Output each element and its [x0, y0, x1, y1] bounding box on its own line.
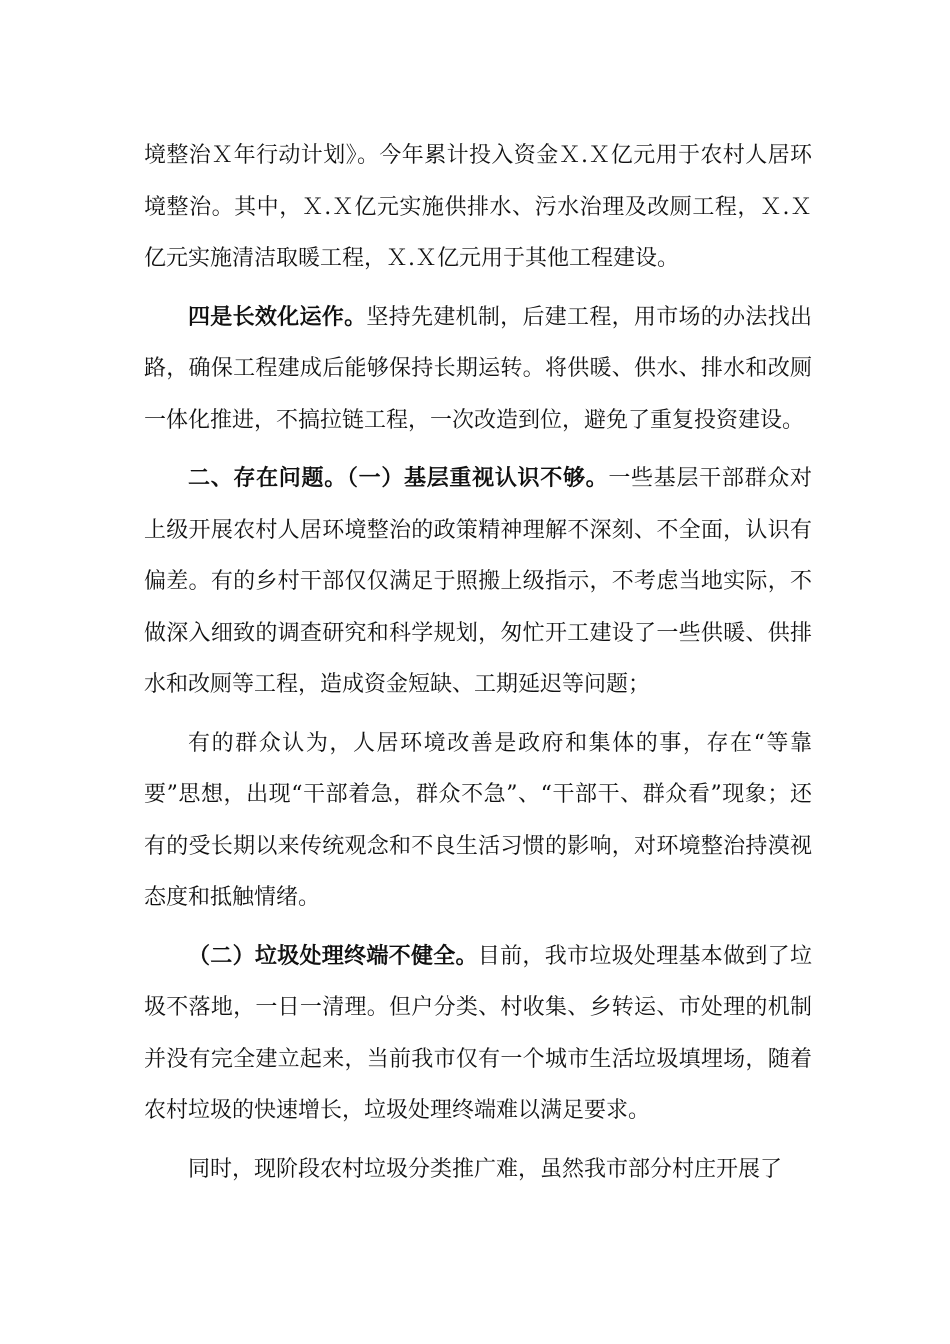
paragraph-lead-heading: （二）垃圾处理终端不健全。 — [188, 942, 478, 969]
paragraph-lead-heading: 四是长效化运作。 — [188, 303, 367, 330]
paragraph-garbage-sorting — [144, 1144, 812, 1196]
paragraph-text: 境整治Ｘ年行动计划》。今年累计投入资金Ｘ.Ｘ亿元用于农村人居环境整治。其中，Ｘ.Ｘ亿元实施供排水、污水治理及改厕工程，Ｘ.Ｘ亿元实施清洁取暖工程，Ｘ.Ｘ亿元用于其他工程建设。 — [144, 143, 812, 271]
paragraph-garbage-terminal — [144, 931, 812, 1137]
paragraph-text: 有的群众认为，人居环境改善是政府和集体的事，存在“等靠要”思想，出现“干部着急，群众不急”、“干部干、群众看”现象；还有的受长期以来传统观念和不良生活习惯的影响，对环境整治持漠视态度和抵触情绪。 — [144, 730, 812, 910]
paragraph-problems-awareness — [144, 453, 812, 711]
paragraph-text: 目前，我市垃圾处理基本做到了垃圾不落地，一日一清理。但户分类、村收集、乡转运、市处理的机制并没有完全建立起来，当前我市仅有一个城市生活垃圾填埋场，随着农村垃圾的快速增长，垃圾处理终端难以满足要求。 — [144, 943, 812, 1123]
document-body — [144, 130, 812, 1202]
paragraph-long-term-operation — [144, 292, 812, 447]
paragraph-public-attitude — [144, 718, 812, 924]
paragraph-funding — [144, 130, 812, 285]
paragraph-text: 同时，现阶段农村垃圾分类推广难，虽然我市部分村庄开展了 — [188, 1156, 783, 1182]
paragraph-text: 一些基层干部群众对上级开展农村人居环境整治的政策精神理解不深刻、不全面，认识有偏差。有的乡村干部仅仅满足于照搬上级指示，不考虑当地实际，不做深入细致的调查研究和科学规划，匆忙开工建设了一些供暖、供排水和改厕等工程，造成资金短缺、工期延迟等问题； — [144, 466, 812, 697]
paragraph-lead-heading: 二、存在问题。（一）基层重视认识不够。 — [188, 465, 609, 491]
paragraph-text: 坚持先建机制，后建工程，用市场的办法找出路，确保工程建成后能够保持长期运转。将供暖、供水、排水和改厕一体化推进，不搞拉链工程，一次改造到位，避免了重复投资建设。 — [144, 304, 812, 433]
